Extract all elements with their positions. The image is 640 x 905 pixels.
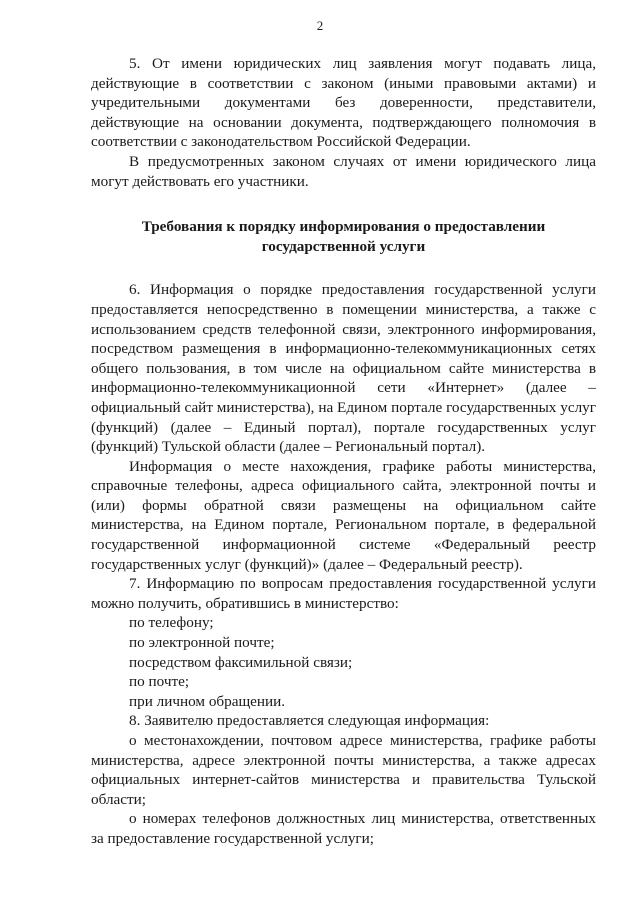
section-heading-line-1: Требования к порядку информирования о предоставлении (141, 218, 546, 236)
paragraph-8-phone-info: о номерах телефонов должностных лиц министерства, ответственных за предоставление государственной услуги; (91, 810, 596, 847)
paragraph-5-participants: В предусмотренных законом случаях от имени юридического лица могут действовать его участники. (91, 152, 596, 190)
list-item-email: по электронной почте; (129, 634, 275, 652)
page-number: 2 (316, 18, 324, 33)
paragraph-7: 7. Информацию по вопросам предоставления государственной услуги можно получить, обратившись в министерство: (91, 575, 596, 612)
list-item-phone: по телефону; (129, 614, 214, 632)
paragraph-8: 8. Заявителю предоставляется следующая информация: (129, 712, 490, 730)
document-body (91, 54, 596, 849)
list-item-fax: посредством факсимильной связи; (129, 653, 353, 671)
paragraph-6-location-info: Информация о месте нахождения, графике работы министерства, справочные телефоны, адреса официального сайта, электронной почты и (или) формы обратной связи размещены на официальном сайте министерства, на Едином портале, Региональном портале, в федеральной государственной информационной системе «Федеральный реестр государственных услуг (функций)» (далее – Федеральный реестр). (91, 457, 596, 573)
list-item-post: по почте; (129, 673, 190, 691)
paragraph-8-location-info: о местонахождении, почтовом адресе министерства, графике работы министерства, адресе электронной почты министерства, а также адресах официальных интернет-сайтов министерства и правительства Тульской области; (91, 732, 596, 808)
list-item-in-person: при личном обращении. (129, 692, 286, 710)
section-heading (91, 217, 596, 256)
paragraph-6: 6. Информация о порядке предоставления государственной услуги предоставляется непосредственно в помещении министерства, а также с использованием средств телефонной связи, электронного информирования, посредством размещения в информационно-телекоммуникационных сетях общего пользования, в том числе на официальном сайте министерства в информационно-телекоммуникационной сети «Интернет» (далее – официальный сайт министерства), на Едином портале государственных услуг (функций) (далее – Единый портал), портале государственных услуг (функций) Тульской области (далее – Региональный портал). (91, 281, 596, 456)
section-heading-line-2: государственной услуги (261, 237, 426, 255)
paragraph-5: 5. От имени юридических лиц заявления могут подавать лица, действующие в соответствии с законом (иными правовыми актами) и учредительными документами без доверенности, представители, действующие на основании документа, подтверждающего полномочия в соответствии с законодательством Российской Федерации. (91, 55, 596, 151)
